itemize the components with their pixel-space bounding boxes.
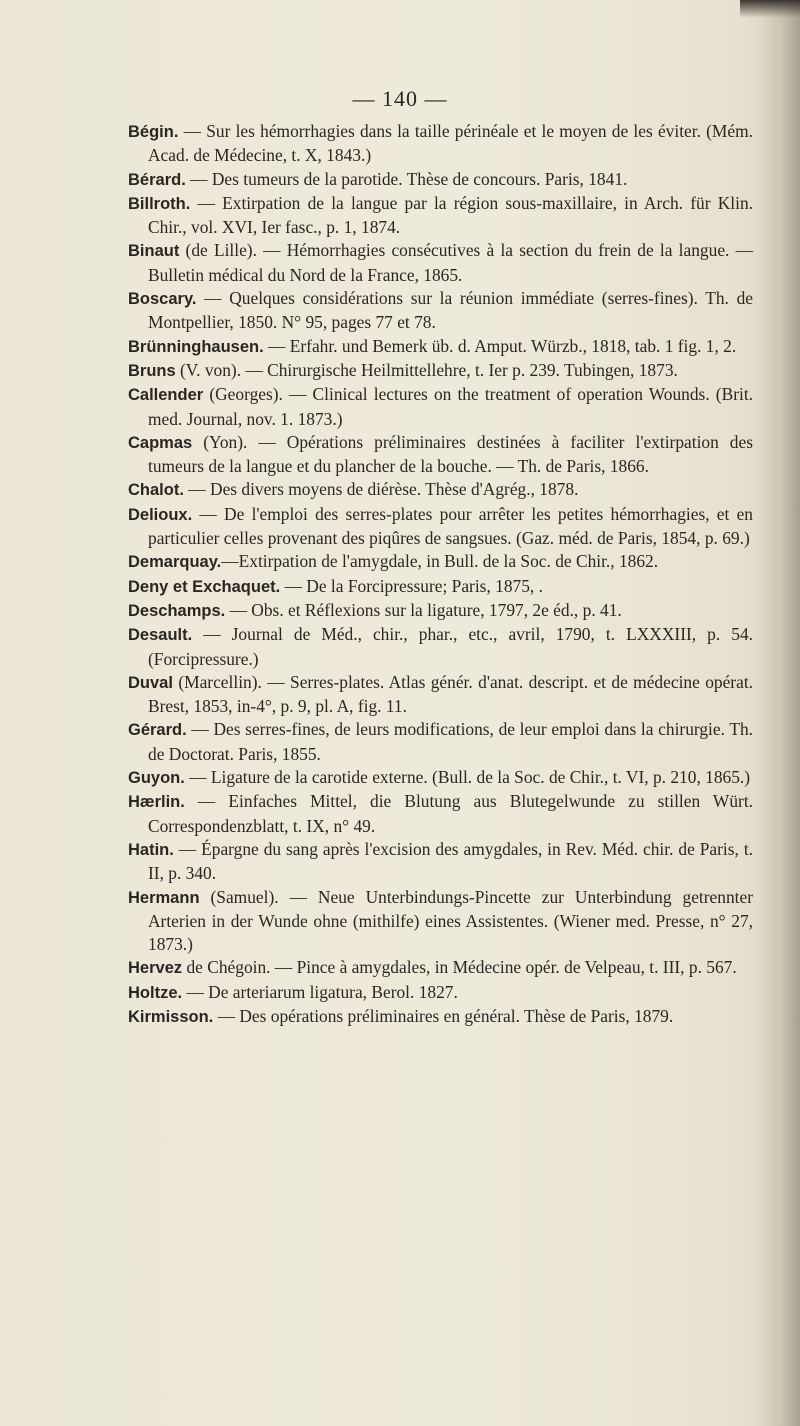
entry-author: Kirmisson. (128, 1007, 214, 1026)
bibliography-entry (128, 790, 753, 838)
entry-text: (V. von). — Chirurgische Heilmittellehre, t. Ier p. 239. Tubingen, 1873. (175, 359, 678, 380)
bibliography-entry (128, 359, 753, 383)
bibliography-entry (128, 431, 753, 479)
entry-author: Boscary. (128, 290, 197, 309)
bibliography-entry (128, 623, 753, 671)
bibliography-entry (128, 335, 753, 359)
entry-author: Guyon. (128, 769, 185, 788)
bibliography-entry (128, 599, 753, 623)
entry-author: Hatin. (128, 840, 174, 859)
entry-author: Demarquay. (128, 553, 222, 572)
entry-text: (Marcellin). — Serres-plates. Atlas génér. d'anat. descript. et de médecine opérat. Brest, 1853, in-4°, p. 9, pl. A, fig. 11. (148, 671, 753, 717)
entry-text: — Épargne du sang après l'excision des amygdales, in Rev. Méd. chir. de Paris, t. II, p. 340. (148, 838, 753, 884)
entry-text: — Des serres-fines, de leurs modifications, de leur emploi dans la chirurgie. Th. de Doctorat. Paris, 1855. (148, 719, 753, 764)
entry-author: Holtze. (128, 983, 183, 1002)
bibliography-entry (128, 239, 753, 287)
entry-text: (Samuel). — Neue Unterbindungs-Pincette zur Unterbindung getrennter Arterien in der Wunde ohne (mithilfe) eines Assistentes. (Wiener med. Presse, n° 27, 1873.) (148, 886, 753, 955)
entry-text: — Extirpation de la langue par la région sous-maxillaire, in Arch. für Klin. Chir., vol. XVI, Ier fasc., p. 1, 1874. (148, 192, 753, 238)
entry-author: Callender (128, 386, 204, 405)
entry-author: Bégin. (128, 123, 179, 141)
entry-author: Hervez (128, 959, 183, 978)
bibliography-entry (128, 503, 753, 551)
page-corner-shadow (740, 0, 800, 18)
entry-text: — Obs. et Réflexions sur la ligature, 1797, 2e éd., p. 41. (225, 599, 622, 620)
page-number: — 140 — (352, 86, 448, 111)
entry-text: — Einfaches Mittel, die Blutung aus Blutegelwunde zu stillen Würt. Correspondenzblatt, t. IX, n° 49. (148, 791, 753, 836)
entry-author: Brünninghausen. (128, 337, 264, 356)
page-edge-shadow (758, 0, 800, 1426)
bibliography-entry (128, 956, 753, 980)
entry-text: — De la Forcipressure; Paris, 1875, . (280, 575, 543, 596)
bibliography-entry (128, 550, 753, 574)
bibliography-entry (128, 1005, 753, 1029)
entry-author: Duval (128, 673, 173, 692)
entry-author: Chalot. (128, 481, 184, 500)
entry-text: — Des opérations préliminaires en général. Thèse de Paris, 1879. (213, 1005, 674, 1026)
bibliography-entry (128, 168, 753, 192)
entry-author: Gérard. (128, 721, 187, 740)
entry-author: Bruns (128, 361, 176, 380)
bibliography-entry (128, 478, 753, 502)
entry-text: — De l'emploi des serres-plates pour arrêter les petites hémorrhagies, et en particulier celles provenant des piqûres de sangsues. (Gaz. méd. de Paris, 1854, p. 69.) (148, 503, 753, 549)
entry-text: —Extirpation de l'amygdale, in Bull. de la Soc. de Chir., 1862. (221, 551, 659, 572)
entry-text: (Yon). — Opérations préliminaires destinées à faciliter l'extirpation des tumeurs de la langue et du plancher de la bouche. — Th. de Paris, 1866. (148, 431, 753, 477)
bibliography-entry (128, 838, 753, 886)
entry-text: de Chégoin. — Pince à amygdales, in Médecine opér. de Velpeau, t. III, p. 567. (182, 957, 737, 978)
entry-text: — Quelques considérations sur la réunion immédiate (serres-fines). Th. de Montpellier, 1850. N° 95, pages 77 et 78. (148, 288, 753, 333)
bibliography-entry (128, 575, 753, 599)
entry-text: — Journal de Méd., chir., phar., etc., avril, 1790, t. LXXXIII, p. 54. (Forcipressure.) (148, 624, 753, 669)
entry-author: Hermann (128, 888, 200, 907)
bibliography-entry (128, 766, 753, 790)
bibliography-entry (128, 671, 753, 719)
bibliography-entry (128, 383, 753, 431)
entry-author: Bérard. (128, 170, 186, 189)
entry-author: Delioux. (128, 505, 193, 524)
entry-text: (de Lille). — Hémorrhagies consécutives à la section du frein de la langue. — Bulletin médical du Nord de la France, 1865. (148, 240, 753, 285)
bibliography-entry (128, 287, 753, 335)
bibliography-entry (128, 981, 753, 1005)
entry-text: (Georges). — Clinical lectures on the treatment of operation Wounds. (Brit. med. Journal, nov. 1. 1873.) (148, 384, 753, 429)
entry-author: Hærlin. (128, 793, 185, 812)
entry-author: Capmas (128, 433, 193, 452)
entry-text: — Erfahr. und Bemerk üb. d. Amput. Würzb., 1818, tab. 1 fig. 1, 2. (263, 335, 737, 356)
entry-author: Deschamps. (128, 601, 226, 620)
bibliography-list (128, 120, 753, 1029)
entry-author: Desault. (128, 626, 193, 645)
bibliography-entry (128, 120, 753, 168)
bibliography-entry (128, 192, 753, 240)
bibliography-entry (128, 886, 753, 957)
entry-text: — Sur les hémorrhagies dans la taille périnéale et le moyen de les éviter. (Mém. Acad. de Médecine, t. X, 1843.) (148, 121, 753, 166)
entry-text: — De arteriarum ligatura, Berol. 1827. (182, 981, 458, 1002)
entry-text: — Des tumeurs de la parotide. Thèse de concours. Paris, 1841. (185, 168, 628, 189)
entry-author: Deny et Exchaquet. (128, 577, 281, 596)
entry-text: — Des divers moyens de diérèse. Thèse d'Agrég., 1878. (183, 479, 579, 500)
entry-author: Billroth. (128, 194, 191, 213)
bibliography-entry (128, 718, 753, 766)
entry-text: — Ligature de la carotide externe. (Bull. de la Soc. de Chir., t. VI, p. 210, 1865.) (184, 767, 751, 788)
entry-author: Binaut (128, 242, 180, 261)
